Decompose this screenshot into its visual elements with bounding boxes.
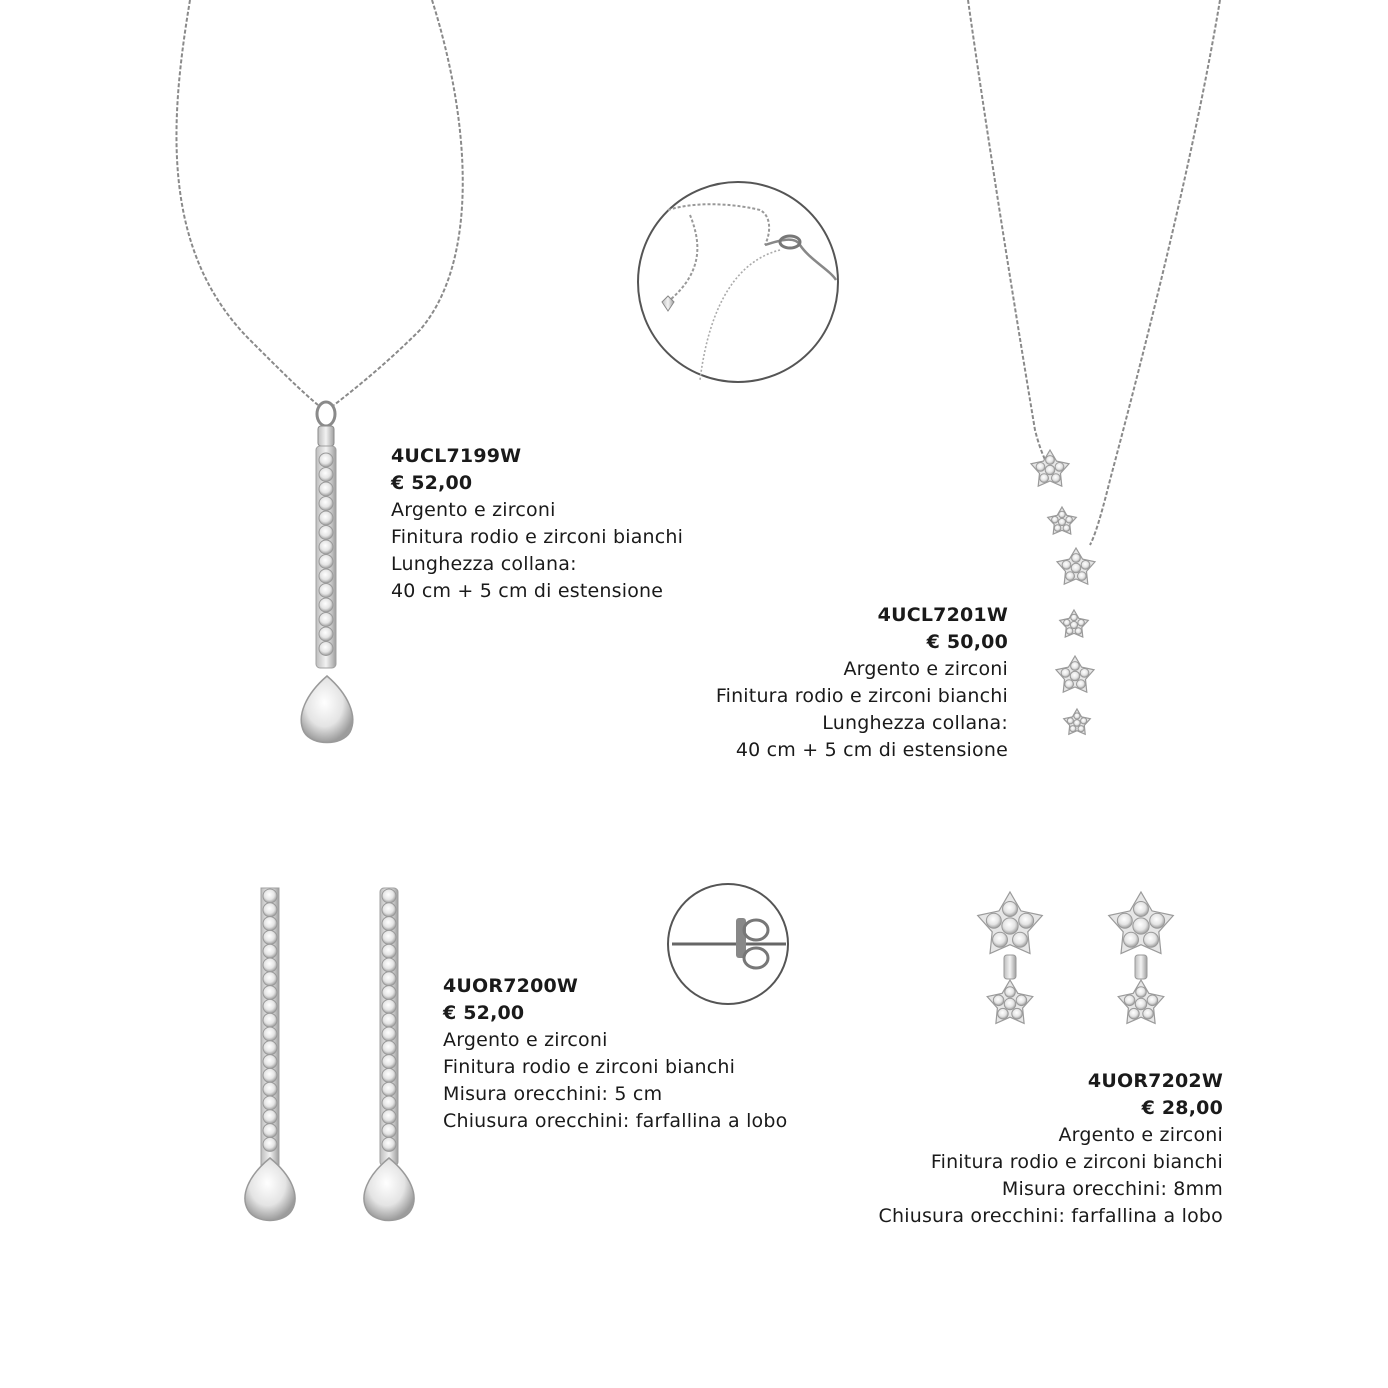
zircon-stone [263,1041,277,1055]
product-price: € 52,00 [391,472,473,494]
zircon-stone [382,986,396,1000]
zircon-stone [1080,669,1089,678]
product-price: € 52,00 [443,1002,525,1024]
zircon-stone [1081,718,1087,724]
product-length-value: 40 cm + 5 cm di estensione [735,739,1008,761]
zircon-stone [1019,913,1034,928]
zircon-stone [319,468,333,482]
zircon-stone [319,555,333,569]
zircon-stone [263,1137,277,1151]
zircon-stone [1062,561,1071,570]
zircon-stone [263,958,277,972]
zircon-stone [382,999,396,1013]
zircon-stone [1004,998,1016,1010]
zircon-stone [1061,669,1070,678]
zircon-stone [319,482,333,496]
zircon-stone [382,1110,396,1124]
product-finish: Finitura rodio e zirconi bianchi [443,1056,736,1078]
zircon-stone [263,944,277,958]
zircon-stone [319,526,333,540]
zircon-stone [1046,456,1055,465]
zircon-stone [382,1068,396,1082]
zircon-stone [319,453,333,467]
zircon-stone [1144,932,1159,947]
zircon-stone [382,972,396,986]
zircon-stone [1071,662,1080,671]
zircon-stone [382,1137,396,1151]
zircon-stone [1054,525,1061,532]
zircon-stone [1133,918,1149,934]
zircon-stone [319,598,333,612]
zircon-stone [1136,987,1147,998]
star-setting [1064,709,1091,734]
zircon-stone [1150,913,1165,928]
zircon-stone [382,958,396,972]
product-finish: Finitura rodio e zirconi bianchi [391,526,684,548]
star-setting [1031,450,1069,486]
product-material: Argento e zirconi [1058,1124,1223,1146]
zircon-stone [1066,516,1073,523]
product-finish: Finitura rodio e zirconi bianchi [930,1151,1223,1173]
product-closure: Chiusura orecchini: farfallina a lobo [443,1110,788,1132]
zircon-stone [263,1068,277,1082]
zircon-stone [263,1124,277,1138]
zircon-stone [263,1027,277,1041]
zircon-stone [993,932,1008,947]
earrings-4uor7200w-image [245,888,414,1221]
zircon-stone [1005,987,1016,998]
product-info-4ucl7199w [391,443,683,605]
zircon-stone [1055,463,1064,472]
zircon-stone [319,613,333,627]
zircon-stone [263,986,277,1000]
product-code: 4UCL7201W [877,604,1008,626]
product-code: 4UOR7202W [1087,1070,1223,1092]
earrings-4uor7202w-image [978,892,1174,1023]
zircon-stone [263,999,277,1013]
zircon-stone [382,1013,396,1027]
zircon-stone [319,511,333,525]
zircon-stone [319,584,333,598]
zircon-stone [263,1110,277,1124]
zircon-stone [1078,726,1084,732]
zircon-stone [998,1008,1009,1019]
necklace-4ucl7199w-image [176,0,462,743]
zircon-stone [1002,918,1018,934]
zircon-stone [319,569,333,583]
zircon-stone [1036,463,1045,472]
zircon-stone [1070,621,1077,628]
zircon-stone [1077,572,1086,581]
star-setting [1057,548,1095,584]
zircon-stone [1059,511,1066,518]
zircon-stone [1143,1008,1154,1019]
zircon-stone [1076,680,1085,689]
zircon-stone [1013,932,1028,947]
zircon-stone [319,497,333,511]
product-info-4uor7202w [879,1068,1223,1230]
product-material: Argento e zirconi [843,658,1008,680]
zircon-stone [1147,995,1158,1006]
zircon-stone [319,627,333,641]
product-material: Argento e zirconi [391,499,556,521]
product-length-label: Lunghezza collana: [822,712,1008,734]
zircon-stone [1081,561,1090,570]
product-price: € 50,00 [926,631,1008,653]
star-setting [987,980,1033,1023]
zircon-stone [1052,516,1059,523]
zircon-stone [1075,628,1082,635]
zircon-stone [263,1096,277,1110]
star-setting [978,892,1043,954]
zircon-stone [263,1013,277,1027]
zircon-stone [319,642,333,656]
star-setting [1060,610,1089,637]
zircon-stone [382,889,396,903]
zircon-stone [1074,713,1080,719]
zircon-stone [263,1055,277,1069]
zircon-stone [1058,518,1065,525]
zircon-stone [1071,614,1078,621]
zircon-stone [382,1082,396,1096]
zircon-stone [263,917,277,931]
zircon-stone [1124,932,1139,947]
product-info-4uor7200w [443,973,787,1135]
zircon-stone [1070,671,1080,681]
product-price: € 28,00 [1141,1097,1223,1119]
product-code: 4UCL7199W [391,445,522,467]
zircon-stone [1071,563,1081,573]
zircon-stone [1045,465,1055,475]
zircon-stone [382,1124,396,1138]
star-setting [1048,507,1077,534]
zircon-stone [1064,619,1071,626]
zircon-stone [1134,902,1149,917]
zircon-stone [1065,680,1074,689]
zircon-stone [1124,995,1135,1006]
zircon-stone [1063,525,1070,532]
product-length-value: 40 cm + 5 cm di estensione [391,580,664,602]
zircon-stone [1066,572,1075,581]
zircon-stone [993,995,1004,1006]
zircon-stone [1129,1008,1140,1019]
zircon-stone [382,944,396,958]
star-setting [1056,656,1094,692]
zircon-stone [382,1096,396,1110]
star-setting [1118,980,1164,1023]
zircon-stone [1135,998,1147,1010]
zircon-stone [382,1041,396,1055]
zircon-stone [1072,554,1081,563]
product-size: Misura orecchini: 5 cm [443,1083,663,1105]
zircon-stone [263,1082,277,1096]
zircon-stone [263,903,277,917]
zircon-stone [1003,902,1018,917]
product-material: Argento e zirconi [443,1029,608,1051]
zircon-stone [1117,913,1132,928]
zircon-stone [263,930,277,944]
product-length-label: Lunghezza collana: [391,553,577,575]
star-setting [1109,892,1174,954]
zircon-stone [1051,474,1060,483]
zircon-stone [1016,995,1027,1006]
product-size: Misura orecchini: 8mm [1001,1178,1223,1200]
zircon-stone [263,889,277,903]
product-code: 4UOR7200W [443,975,579,997]
zircon-stone [382,930,396,944]
zircon-stone [986,913,1001,928]
product-closure: Chiusura orecchini: farfallina a lobo [878,1205,1223,1227]
zircon-stone [1078,619,1085,626]
zircon-stone [1066,628,1073,635]
zircon-stone [1040,474,1049,483]
zircon-stone [1074,720,1081,727]
product-finish: Finitura rodio e zirconi bianchi [715,685,1008,707]
product-info-4ucl7201w [716,602,1008,764]
zircon-stone [382,903,396,917]
zircon-stone [1012,1008,1023,1019]
zircon-stone [382,917,396,931]
zircon-stone [382,1027,396,1041]
zircon-stone [263,972,277,986]
zircon-stone [319,540,333,554]
zircon-stone [1067,718,1073,724]
clasp-detail-icon [638,182,838,382]
zircon-stone [1070,726,1076,732]
zircon-stone [382,1055,396,1069]
